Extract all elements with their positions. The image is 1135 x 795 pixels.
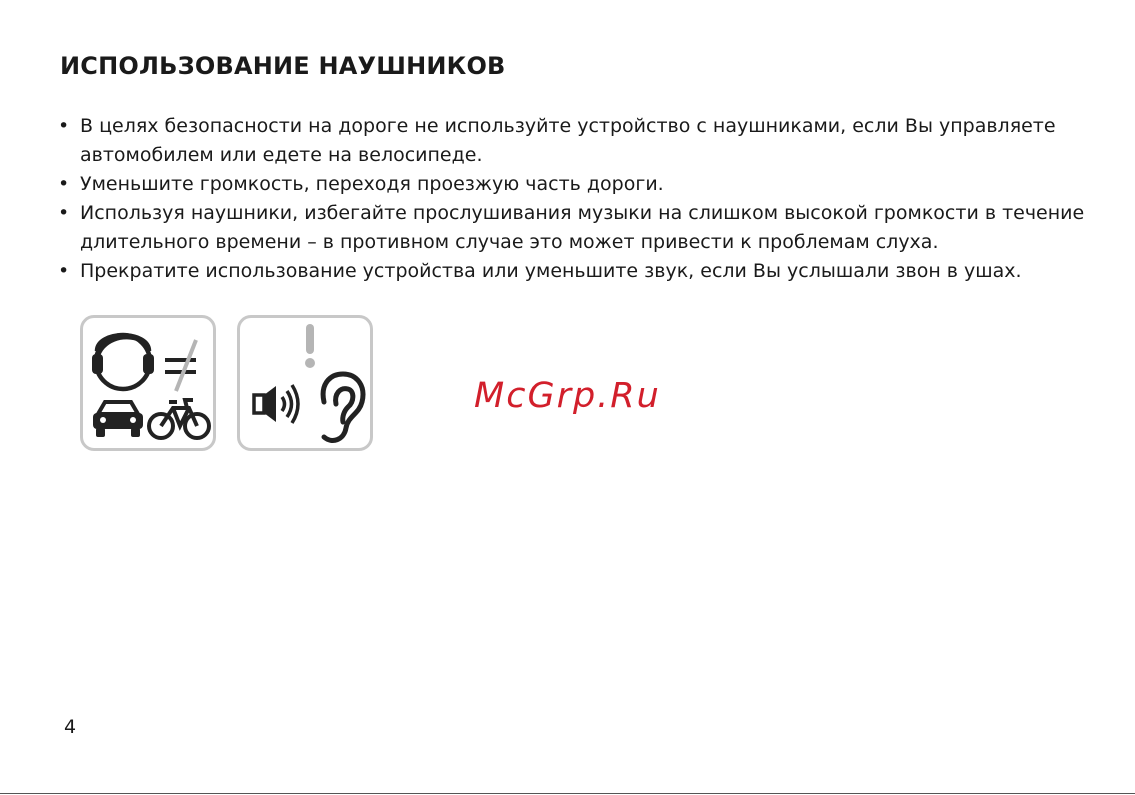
headphones-head-icon xyxy=(92,335,154,389)
exclamation-icon xyxy=(305,324,315,368)
list-item: • Используя наушники, избегайте прослушивания музыки на слишком высокой громкости в течение длительного времени – в противном случае это может привести к проблемам слуха. xyxy=(58,199,1098,257)
bicycle-icon xyxy=(149,400,209,438)
no-headphones-driving-svg xyxy=(83,318,213,448)
list-item: • Прекратите использование устройства или уменьшите звук, если Вы услышали звон в ушах. xyxy=(58,257,1098,286)
watermark-logo: McGrp.Ru xyxy=(474,376,661,416)
bottom-divider xyxy=(0,793,1135,794)
list-item: • В целях безопасности на дороге не используйте устройство с наушниками, если Вы управляете автомобилем или едете на велосипеде. xyxy=(58,112,1098,170)
list-item: • Уменьшите громкость, переходя проезжую часть дороги. xyxy=(58,170,1098,199)
speaker-loud-icon xyxy=(254,385,298,423)
car-icon xyxy=(93,402,143,437)
hearing-warning-svg xyxy=(240,318,370,448)
hearing-warning-pictogram xyxy=(237,315,373,451)
not-equal-icon xyxy=(165,340,196,391)
safety-list xyxy=(58,112,1098,286)
page-title: ИСПОЛЬЗОВАНИЕ НАУШНИКОВ xyxy=(60,52,506,80)
no-headphones-driving-pictogram xyxy=(80,315,216,451)
page-number: 4 xyxy=(64,716,77,738)
ear-icon xyxy=(323,374,363,440)
